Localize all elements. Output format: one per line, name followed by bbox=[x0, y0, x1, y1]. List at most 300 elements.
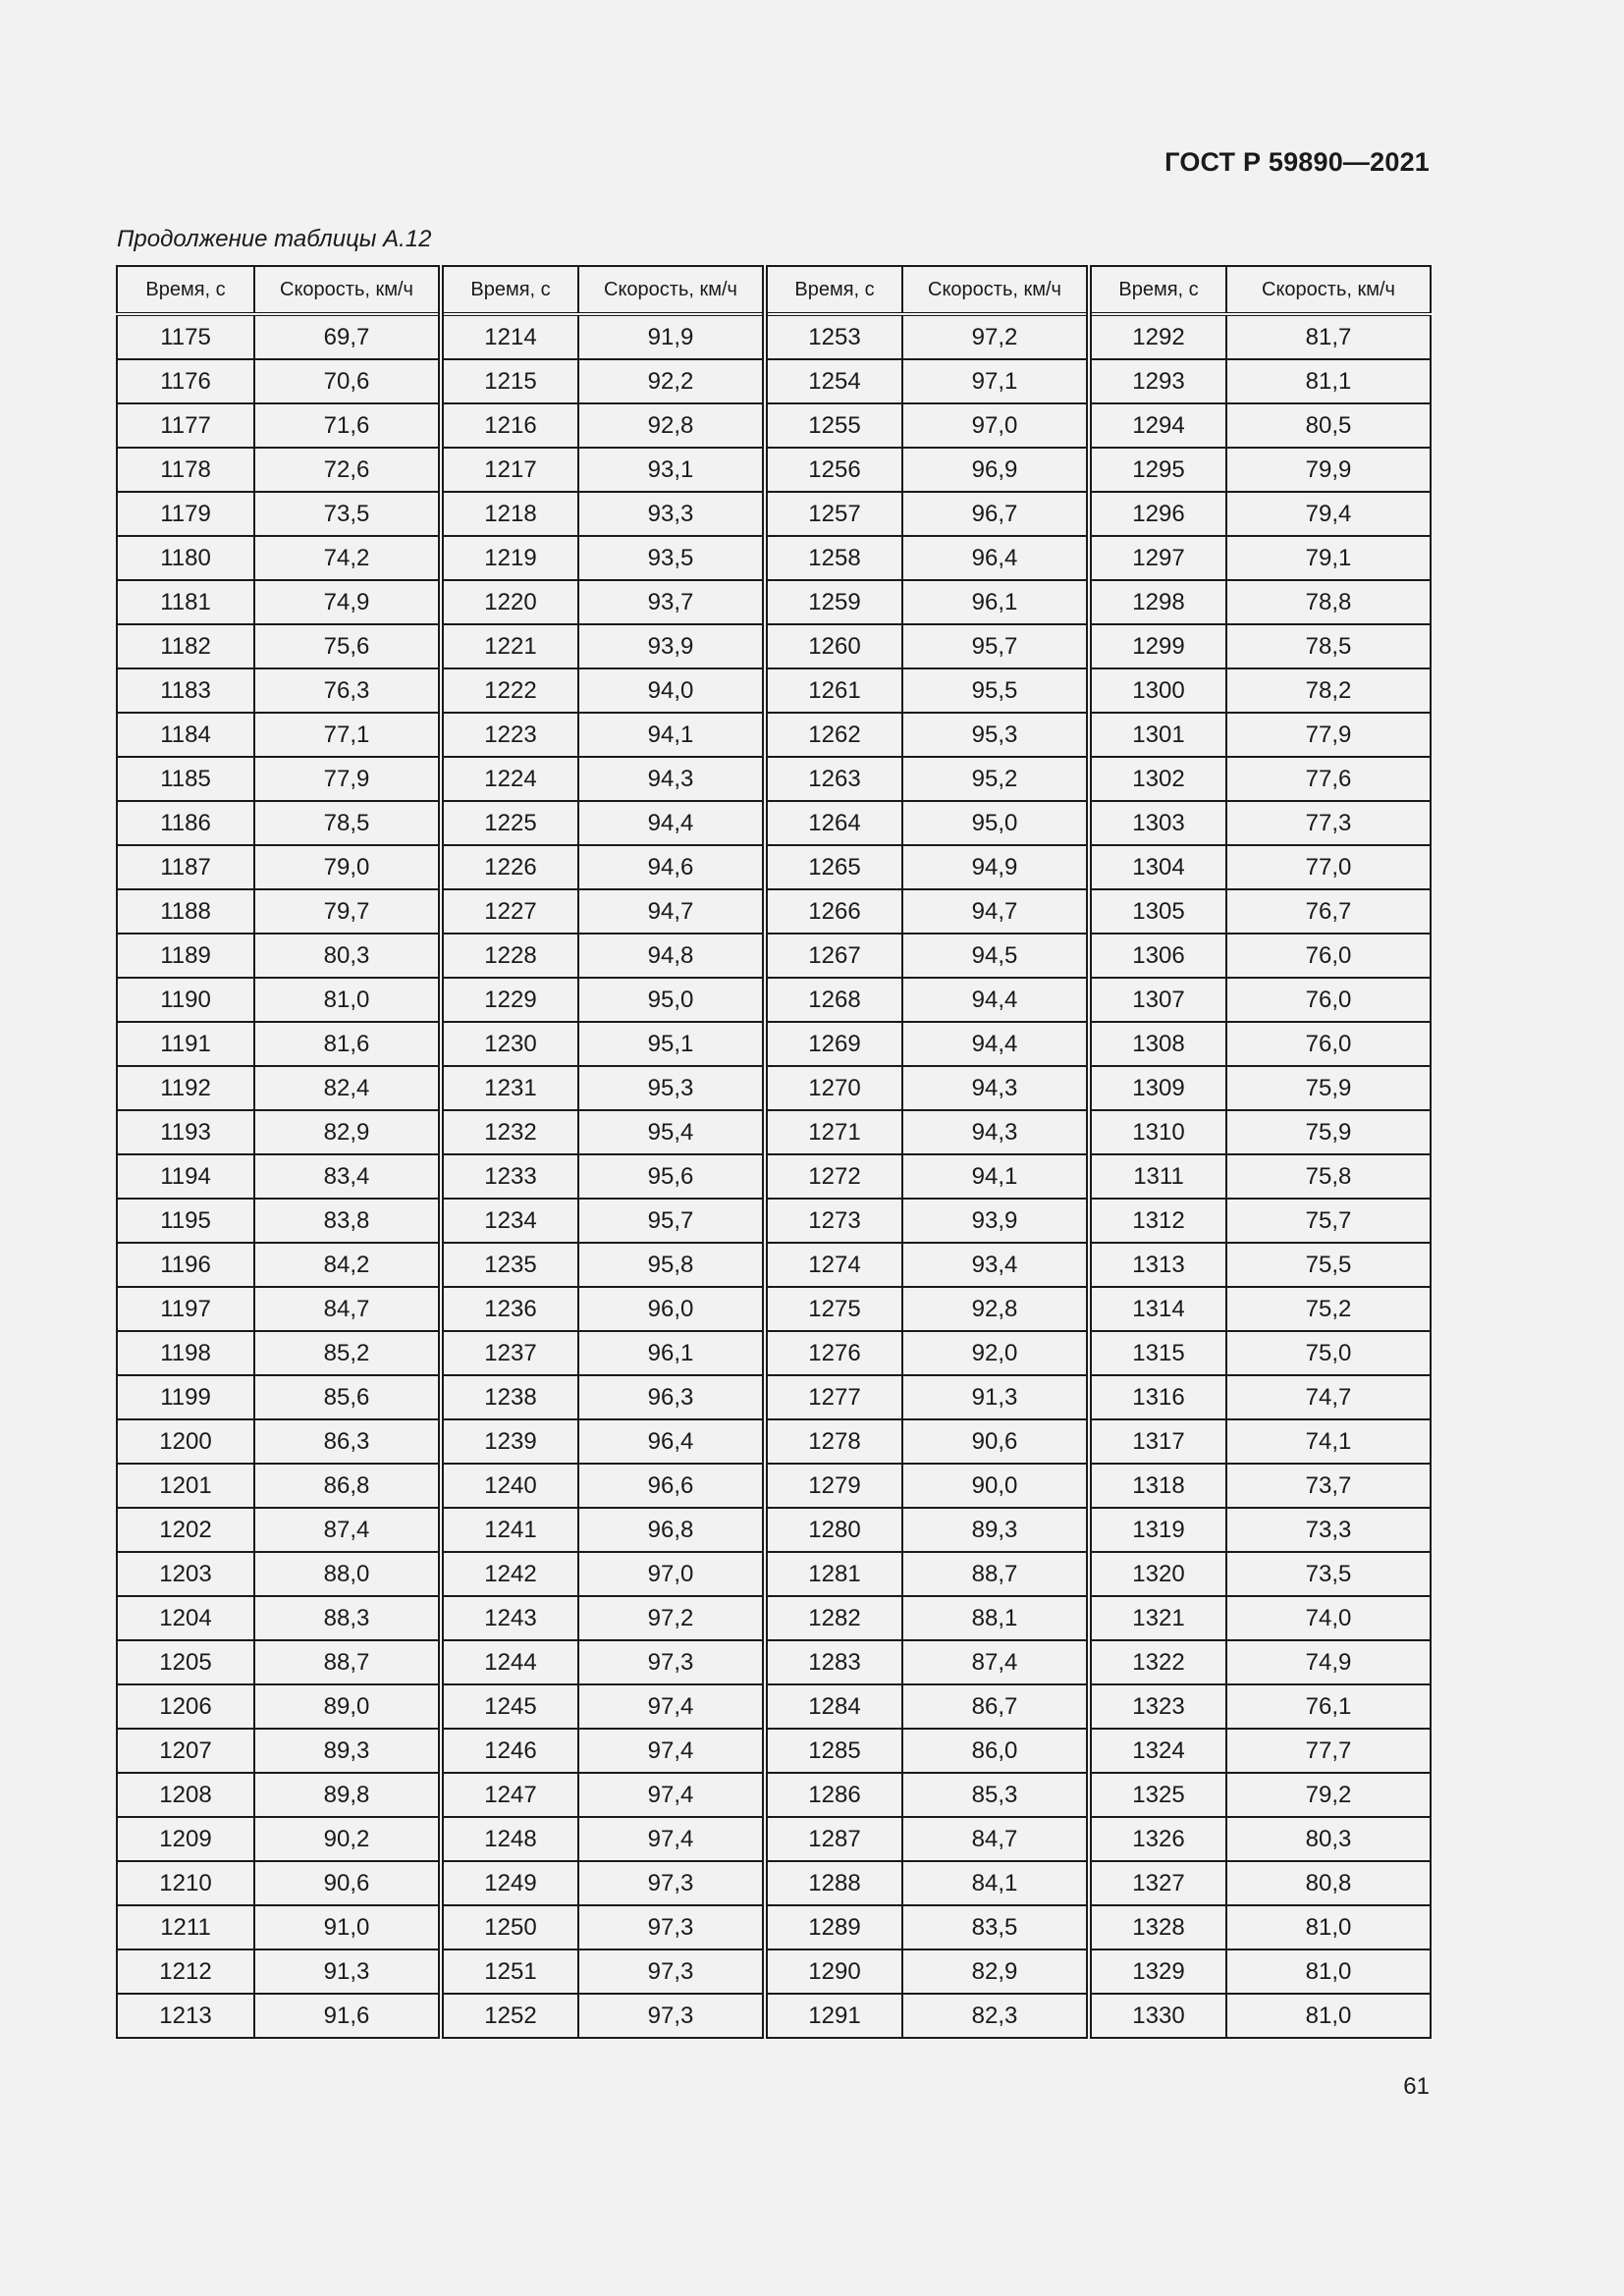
table-row bbox=[117, 1154, 1431, 1199]
time-cell: 1285 bbox=[765, 1729, 902, 1773]
time-cell: 1238 bbox=[441, 1375, 578, 1419]
speed-cell: 85,2 bbox=[254, 1331, 441, 1375]
speed-cell: 88,7 bbox=[902, 1552, 1089, 1596]
time-cell: 1209 bbox=[117, 1817, 254, 1861]
table-row bbox=[117, 713, 1431, 757]
speed-cell: 76,1 bbox=[1226, 1684, 1431, 1729]
speed-cell: 94,3 bbox=[902, 1110, 1089, 1154]
speed-cell: 77,0 bbox=[1226, 845, 1431, 889]
table-row bbox=[117, 1464, 1431, 1508]
time-cell: 1244 bbox=[441, 1640, 578, 1684]
speed-cell: 85,6 bbox=[254, 1375, 441, 1419]
speed-cell: 95,7 bbox=[578, 1199, 765, 1243]
time-cell: 1223 bbox=[441, 713, 578, 757]
time-cell: 1188 bbox=[117, 889, 254, 934]
speed-cell: 94,7 bbox=[902, 889, 1089, 934]
speed-cell: 82,4 bbox=[254, 1066, 441, 1110]
time-cell: 1194 bbox=[117, 1154, 254, 1199]
speed-cell: 96,0 bbox=[578, 1287, 765, 1331]
time-cell: 1267 bbox=[765, 934, 902, 978]
column-header-speed: Скорость, км/ч bbox=[1226, 266, 1431, 314]
time-cell: 1313 bbox=[1089, 1243, 1226, 1287]
speed-cell: 86,8 bbox=[254, 1464, 441, 1508]
speed-cell: 97,4 bbox=[578, 1773, 765, 1817]
time-cell: 1308 bbox=[1089, 1022, 1226, 1066]
speed-cell: 96,1 bbox=[578, 1331, 765, 1375]
column-header-speed: Скорость, км/ч bbox=[578, 266, 765, 314]
time-cell: 1323 bbox=[1089, 1684, 1226, 1729]
time-cell: 1270 bbox=[765, 1066, 902, 1110]
speed-cell: 78,5 bbox=[1226, 624, 1431, 668]
speed-cell: 94,0 bbox=[578, 668, 765, 713]
speed-cell: 77,9 bbox=[1226, 713, 1431, 757]
time-cell: 1247 bbox=[441, 1773, 578, 1817]
time-cell: 1304 bbox=[1089, 845, 1226, 889]
speed-cell: 95,2 bbox=[902, 757, 1089, 801]
document-code: ГОСТ Р 59890—2021 bbox=[1164, 147, 1430, 177]
speed-cell: 95,3 bbox=[902, 713, 1089, 757]
speed-cell: 94,5 bbox=[902, 934, 1089, 978]
time-cell: 1226 bbox=[441, 845, 578, 889]
speed-cell: 96,4 bbox=[578, 1419, 765, 1464]
speed-cell: 85,3 bbox=[902, 1773, 1089, 1817]
time-cell: 1201 bbox=[117, 1464, 254, 1508]
speed-cell: 77,7 bbox=[1226, 1729, 1431, 1773]
speed-table-container bbox=[116, 265, 1430, 2039]
time-cell: 1227 bbox=[441, 889, 578, 934]
time-cell: 1178 bbox=[117, 448, 254, 492]
time-cell: 1280 bbox=[765, 1508, 902, 1552]
speed-cell: 90,6 bbox=[902, 1419, 1089, 1464]
speed-cell: 90,2 bbox=[254, 1817, 441, 1861]
table-row bbox=[117, 1640, 1431, 1684]
time-cell: 1286 bbox=[765, 1773, 902, 1817]
time-cell: 1228 bbox=[441, 934, 578, 978]
speed-cell: 97,2 bbox=[578, 1596, 765, 1640]
time-cell: 1203 bbox=[117, 1552, 254, 1596]
table-row bbox=[117, 1729, 1431, 1773]
table-header-row bbox=[117, 266, 1431, 314]
speed-cell: 73,5 bbox=[1226, 1552, 1431, 1596]
time-cell: 1187 bbox=[117, 845, 254, 889]
speed-cell: 95,0 bbox=[902, 801, 1089, 845]
column-header-speed: Скорость, км/ч bbox=[254, 266, 441, 314]
time-cell: 1262 bbox=[765, 713, 902, 757]
time-cell: 1268 bbox=[765, 978, 902, 1022]
speed-cell: 81,0 bbox=[1226, 1994, 1431, 2038]
speed-cell: 75,7 bbox=[1226, 1199, 1431, 1243]
time-cell: 1206 bbox=[117, 1684, 254, 1729]
speed-cell: 93,7 bbox=[578, 580, 765, 624]
speed-cell: 80,3 bbox=[1226, 1817, 1431, 1861]
time-cell: 1197 bbox=[117, 1287, 254, 1331]
time-cell: 1250 bbox=[441, 1905, 578, 1949]
speed-cell: 75,9 bbox=[1226, 1110, 1431, 1154]
speed-cell: 82,3 bbox=[902, 1994, 1089, 2038]
time-cell: 1296 bbox=[1089, 492, 1226, 536]
time-cell: 1322 bbox=[1089, 1640, 1226, 1684]
speed-cell: 75,9 bbox=[1226, 1066, 1431, 1110]
speed-cell: 94,4 bbox=[578, 801, 765, 845]
time-cell: 1246 bbox=[441, 1729, 578, 1773]
time-cell: 1236 bbox=[441, 1287, 578, 1331]
time-cell: 1239 bbox=[441, 1419, 578, 1464]
time-cell: 1189 bbox=[117, 934, 254, 978]
time-cell: 1191 bbox=[117, 1022, 254, 1066]
time-cell: 1316 bbox=[1089, 1375, 1226, 1419]
speed-cell: 75,0 bbox=[1226, 1331, 1431, 1375]
table-row bbox=[117, 359, 1431, 403]
speed-cell: 96,6 bbox=[578, 1464, 765, 1508]
speed-cell: 87,4 bbox=[254, 1508, 441, 1552]
speed-cell: 75,6 bbox=[254, 624, 441, 668]
speed-cell: 96,8 bbox=[578, 1508, 765, 1552]
speed-cell: 77,9 bbox=[254, 757, 441, 801]
time-cell: 1237 bbox=[441, 1331, 578, 1375]
speed-cell: 80,5 bbox=[1226, 403, 1431, 448]
time-cell: 1176 bbox=[117, 359, 254, 403]
time-cell: 1213 bbox=[117, 1994, 254, 2038]
table-row bbox=[117, 1331, 1431, 1375]
table-row bbox=[117, 403, 1431, 448]
time-cell: 1297 bbox=[1089, 536, 1226, 580]
time-cell: 1196 bbox=[117, 1243, 254, 1287]
speed-cell: 96,4 bbox=[902, 536, 1089, 580]
time-cell: 1314 bbox=[1089, 1287, 1226, 1331]
time-cell: 1301 bbox=[1089, 713, 1226, 757]
time-cell: 1277 bbox=[765, 1375, 902, 1419]
time-cell: 1245 bbox=[441, 1684, 578, 1729]
speed-cell: 97,3 bbox=[578, 1949, 765, 1994]
time-cell: 1254 bbox=[765, 359, 902, 403]
time-cell: 1235 bbox=[441, 1243, 578, 1287]
speed-cell: 91,9 bbox=[578, 314, 765, 359]
speed-cell: 84,2 bbox=[254, 1243, 441, 1287]
speed-cell: 74,2 bbox=[254, 536, 441, 580]
speed-cell: 97,1 bbox=[902, 359, 1089, 403]
time-cell: 1231 bbox=[441, 1066, 578, 1110]
speed-cell: 84,7 bbox=[254, 1287, 441, 1331]
time-cell: 1258 bbox=[765, 536, 902, 580]
speed-cell: 76,0 bbox=[1226, 934, 1431, 978]
table-row bbox=[117, 1994, 1431, 2038]
time-cell: 1242 bbox=[441, 1552, 578, 1596]
time-cell: 1274 bbox=[765, 1243, 902, 1287]
speed-cell: 74,0 bbox=[1226, 1596, 1431, 1640]
time-cell: 1307 bbox=[1089, 978, 1226, 1022]
time-cell: 1222 bbox=[441, 668, 578, 713]
speed-cell: 95,1 bbox=[578, 1022, 765, 1066]
page-number: 61 bbox=[1403, 2073, 1430, 2100]
time-cell: 1198 bbox=[117, 1331, 254, 1375]
speed-cell: 70,6 bbox=[254, 359, 441, 403]
speed-cell: 97,0 bbox=[578, 1552, 765, 1596]
time-cell: 1260 bbox=[765, 624, 902, 668]
time-cell: 1249 bbox=[441, 1861, 578, 1905]
table-row bbox=[117, 757, 1431, 801]
speed-cell: 74,1 bbox=[1226, 1419, 1431, 1464]
time-cell: 1288 bbox=[765, 1861, 902, 1905]
speed-cell: 88,7 bbox=[254, 1640, 441, 1684]
time-cell: 1207 bbox=[117, 1729, 254, 1773]
time-cell: 1329 bbox=[1089, 1949, 1226, 1994]
speed-cell: 91,0 bbox=[254, 1905, 441, 1949]
time-cell: 1294 bbox=[1089, 403, 1226, 448]
time-cell: 1284 bbox=[765, 1684, 902, 1729]
speed-cell: 77,1 bbox=[254, 713, 441, 757]
time-cell: 1330 bbox=[1089, 1994, 1226, 2038]
table-row bbox=[117, 1861, 1431, 1905]
speed-cell: 94,1 bbox=[902, 1154, 1089, 1199]
time-cell: 1251 bbox=[441, 1949, 578, 1994]
time-cell: 1306 bbox=[1089, 934, 1226, 978]
time-cell: 1309 bbox=[1089, 1066, 1226, 1110]
time-cell: 1248 bbox=[441, 1817, 578, 1861]
speed-cell: 91,3 bbox=[902, 1375, 1089, 1419]
speed-cell: 93,1 bbox=[578, 448, 765, 492]
speed-cell: 73,3 bbox=[1226, 1508, 1431, 1552]
speed-cell: 92,0 bbox=[902, 1331, 1089, 1375]
time-cell: 1265 bbox=[765, 845, 902, 889]
speed-cell: 88,1 bbox=[902, 1596, 1089, 1640]
speed-cell: 94,9 bbox=[902, 845, 1089, 889]
speed-cell: 77,3 bbox=[1226, 801, 1431, 845]
speed-cell: 94,4 bbox=[902, 1022, 1089, 1066]
speed-cell: 94,3 bbox=[578, 757, 765, 801]
speed-cell: 83,5 bbox=[902, 1905, 1089, 1949]
speed-cell: 97,3 bbox=[578, 1905, 765, 1949]
time-cell: 1184 bbox=[117, 713, 254, 757]
time-cell: 1310 bbox=[1089, 1110, 1226, 1154]
time-cell: 1327 bbox=[1089, 1861, 1226, 1905]
speed-cell: 84,7 bbox=[902, 1817, 1089, 1861]
time-cell: 1289 bbox=[765, 1905, 902, 1949]
time-cell: 1183 bbox=[117, 668, 254, 713]
speed-cell: 94,7 bbox=[578, 889, 765, 934]
time-cell: 1266 bbox=[765, 889, 902, 934]
time-cell: 1319 bbox=[1089, 1508, 1226, 1552]
speed-cell: 83,4 bbox=[254, 1154, 441, 1199]
time-cell: 1193 bbox=[117, 1110, 254, 1154]
time-cell: 1224 bbox=[441, 757, 578, 801]
table-row bbox=[117, 1596, 1431, 1640]
speed-cell: 93,3 bbox=[578, 492, 765, 536]
column-header-time: Время, с bbox=[441, 266, 578, 314]
speed-cell: 94,3 bbox=[902, 1066, 1089, 1110]
speed-cell: 90,6 bbox=[254, 1861, 441, 1905]
column-header-time: Время, с bbox=[1089, 266, 1226, 314]
speed-cell: 97,2 bbox=[902, 314, 1089, 359]
speed-cell: 97,4 bbox=[578, 1729, 765, 1773]
speed-cell: 96,1 bbox=[902, 580, 1089, 624]
table-row bbox=[117, 314, 1431, 359]
speed-cell: 96,9 bbox=[902, 448, 1089, 492]
speed-cell: 92,2 bbox=[578, 359, 765, 403]
speed-cell: 94,1 bbox=[578, 713, 765, 757]
speed-cell: 86,0 bbox=[902, 1729, 1089, 1773]
time-cell: 1204 bbox=[117, 1596, 254, 1640]
table-row bbox=[117, 448, 1431, 492]
time-cell: 1305 bbox=[1089, 889, 1226, 934]
speed-cell: 74,9 bbox=[254, 580, 441, 624]
time-cell: 1195 bbox=[117, 1199, 254, 1243]
table-body bbox=[117, 314, 1431, 2038]
time-cell: 1180 bbox=[117, 536, 254, 580]
speed-cell: 82,9 bbox=[254, 1110, 441, 1154]
speed-cell: 78,2 bbox=[1226, 668, 1431, 713]
speed-cell: 72,6 bbox=[254, 448, 441, 492]
time-cell: 1217 bbox=[441, 448, 578, 492]
speed-cell: 93,9 bbox=[578, 624, 765, 668]
table-row bbox=[117, 1419, 1431, 1464]
time-cell: 1185 bbox=[117, 757, 254, 801]
time-cell: 1292 bbox=[1089, 314, 1226, 359]
speed-cell: 89,3 bbox=[254, 1729, 441, 1773]
speed-cell: 94,6 bbox=[578, 845, 765, 889]
time-cell: 1179 bbox=[117, 492, 254, 536]
table-row bbox=[117, 1199, 1431, 1243]
time-cell: 1240 bbox=[441, 1464, 578, 1508]
time-cell: 1234 bbox=[441, 1199, 578, 1243]
column-header-speed: Скорость, км/ч bbox=[902, 266, 1089, 314]
speed-cell: 81,1 bbox=[1226, 359, 1431, 403]
speed-cell: 79,7 bbox=[254, 889, 441, 934]
speed-cell: 88,3 bbox=[254, 1596, 441, 1640]
time-cell: 1283 bbox=[765, 1640, 902, 1684]
speed-cell: 81,7 bbox=[1226, 314, 1431, 359]
speed-cell: 81,0 bbox=[254, 978, 441, 1022]
speed-cell: 91,3 bbox=[254, 1949, 441, 1994]
time-cell: 1269 bbox=[765, 1022, 902, 1066]
speed-cell: 96,3 bbox=[578, 1375, 765, 1419]
time-cell: 1282 bbox=[765, 1596, 902, 1640]
time-cell: 1259 bbox=[765, 580, 902, 624]
table-row bbox=[117, 668, 1431, 713]
table-row bbox=[117, 1949, 1431, 1994]
time-cell: 1181 bbox=[117, 580, 254, 624]
time-cell: 1298 bbox=[1089, 580, 1226, 624]
time-cell: 1253 bbox=[765, 314, 902, 359]
time-cell: 1175 bbox=[117, 314, 254, 359]
speed-cell: 97,3 bbox=[578, 1640, 765, 1684]
speed-cell: 90,0 bbox=[902, 1464, 1089, 1508]
time-cell: 1291 bbox=[765, 1994, 902, 2038]
speed-cell: 95,8 bbox=[578, 1243, 765, 1287]
time-cell: 1324 bbox=[1089, 1729, 1226, 1773]
speed-cell: 80,3 bbox=[254, 934, 441, 978]
speed-cell: 88,0 bbox=[254, 1552, 441, 1596]
table-row bbox=[117, 1375, 1431, 1419]
time-cell: 1273 bbox=[765, 1199, 902, 1243]
speed-cell: 73,5 bbox=[254, 492, 441, 536]
time-cell: 1219 bbox=[441, 536, 578, 580]
speed-cell: 87,4 bbox=[902, 1640, 1089, 1684]
time-cell: 1271 bbox=[765, 1110, 902, 1154]
time-cell: 1290 bbox=[765, 1949, 902, 1994]
speed-cell: 97,3 bbox=[578, 1994, 765, 2038]
table-row bbox=[117, 1508, 1431, 1552]
time-cell: 1211 bbox=[117, 1905, 254, 1949]
time-cell: 1252 bbox=[441, 1994, 578, 2038]
speed-cell: 79,9 bbox=[1226, 448, 1431, 492]
time-cell: 1281 bbox=[765, 1552, 902, 1596]
time-cell: 1232 bbox=[441, 1110, 578, 1154]
table-row bbox=[117, 978, 1431, 1022]
speed-cell: 81,6 bbox=[254, 1022, 441, 1066]
column-header-time: Время, с bbox=[117, 266, 254, 314]
time-cell: 1311 bbox=[1089, 1154, 1226, 1199]
speed-cell: 81,0 bbox=[1226, 1905, 1431, 1949]
table-row bbox=[117, 492, 1431, 536]
table-caption: Продолжение таблицы А.12 bbox=[117, 226, 432, 252]
speed-cell: 76,7 bbox=[1226, 889, 1431, 934]
speed-cell: 76,0 bbox=[1226, 1022, 1431, 1066]
speed-cell: 76,0 bbox=[1226, 978, 1431, 1022]
time-cell: 1261 bbox=[765, 668, 902, 713]
speed-cell: 96,7 bbox=[902, 492, 1089, 536]
time-cell: 1233 bbox=[441, 1154, 578, 1199]
speed-cell: 75,8 bbox=[1226, 1154, 1431, 1199]
time-cell: 1255 bbox=[765, 403, 902, 448]
time-cell: 1315 bbox=[1089, 1331, 1226, 1375]
time-cell: 1214 bbox=[441, 314, 578, 359]
time-cell: 1299 bbox=[1089, 624, 1226, 668]
time-cell: 1210 bbox=[117, 1861, 254, 1905]
time-cell: 1212 bbox=[117, 1949, 254, 1994]
time-cell: 1216 bbox=[441, 403, 578, 448]
speed-cell: 97,4 bbox=[578, 1817, 765, 1861]
time-cell: 1256 bbox=[765, 448, 902, 492]
speed-cell: 74,9 bbox=[1226, 1640, 1431, 1684]
time-cell: 1302 bbox=[1089, 757, 1226, 801]
speed-cell: 78,8 bbox=[1226, 580, 1431, 624]
table-row bbox=[117, 624, 1431, 668]
time-cell: 1272 bbox=[765, 1154, 902, 1199]
table-row bbox=[117, 1552, 1431, 1596]
speed-cell: 76,3 bbox=[254, 668, 441, 713]
time-cell: 1279 bbox=[765, 1464, 902, 1508]
speed-cell: 93,4 bbox=[902, 1243, 1089, 1287]
time-cell: 1326 bbox=[1089, 1817, 1226, 1861]
speed-cell: 79,4 bbox=[1226, 492, 1431, 536]
time-cell: 1243 bbox=[441, 1596, 578, 1640]
time-cell: 1278 bbox=[765, 1419, 902, 1464]
table-row bbox=[117, 1684, 1431, 1729]
time-cell: 1293 bbox=[1089, 359, 1226, 403]
speed-cell: 75,2 bbox=[1226, 1287, 1431, 1331]
speed-cell: 92,8 bbox=[578, 403, 765, 448]
time-cell: 1317 bbox=[1089, 1419, 1226, 1464]
speed-cell: 95,6 bbox=[578, 1154, 765, 1199]
time-cell: 1186 bbox=[117, 801, 254, 845]
speed-cell: 95,4 bbox=[578, 1110, 765, 1154]
column-header-time: Время, с bbox=[765, 266, 902, 314]
speed-cell: 83,8 bbox=[254, 1199, 441, 1243]
time-cell: 1320 bbox=[1089, 1552, 1226, 1596]
time-cell: 1321 bbox=[1089, 1596, 1226, 1640]
speed-cell: 74,7 bbox=[1226, 1375, 1431, 1419]
time-cell: 1199 bbox=[117, 1375, 254, 1419]
speed-cell: 89,8 bbox=[254, 1773, 441, 1817]
speed-cell: 78,5 bbox=[254, 801, 441, 845]
time-cell: 1241 bbox=[441, 1508, 578, 1552]
table-row bbox=[117, 1243, 1431, 1287]
time-cell: 1300 bbox=[1089, 668, 1226, 713]
speed-cell: 69,7 bbox=[254, 314, 441, 359]
speed-cell: 95,0 bbox=[578, 978, 765, 1022]
time-cell: 1202 bbox=[117, 1508, 254, 1552]
time-cell: 1192 bbox=[117, 1066, 254, 1110]
